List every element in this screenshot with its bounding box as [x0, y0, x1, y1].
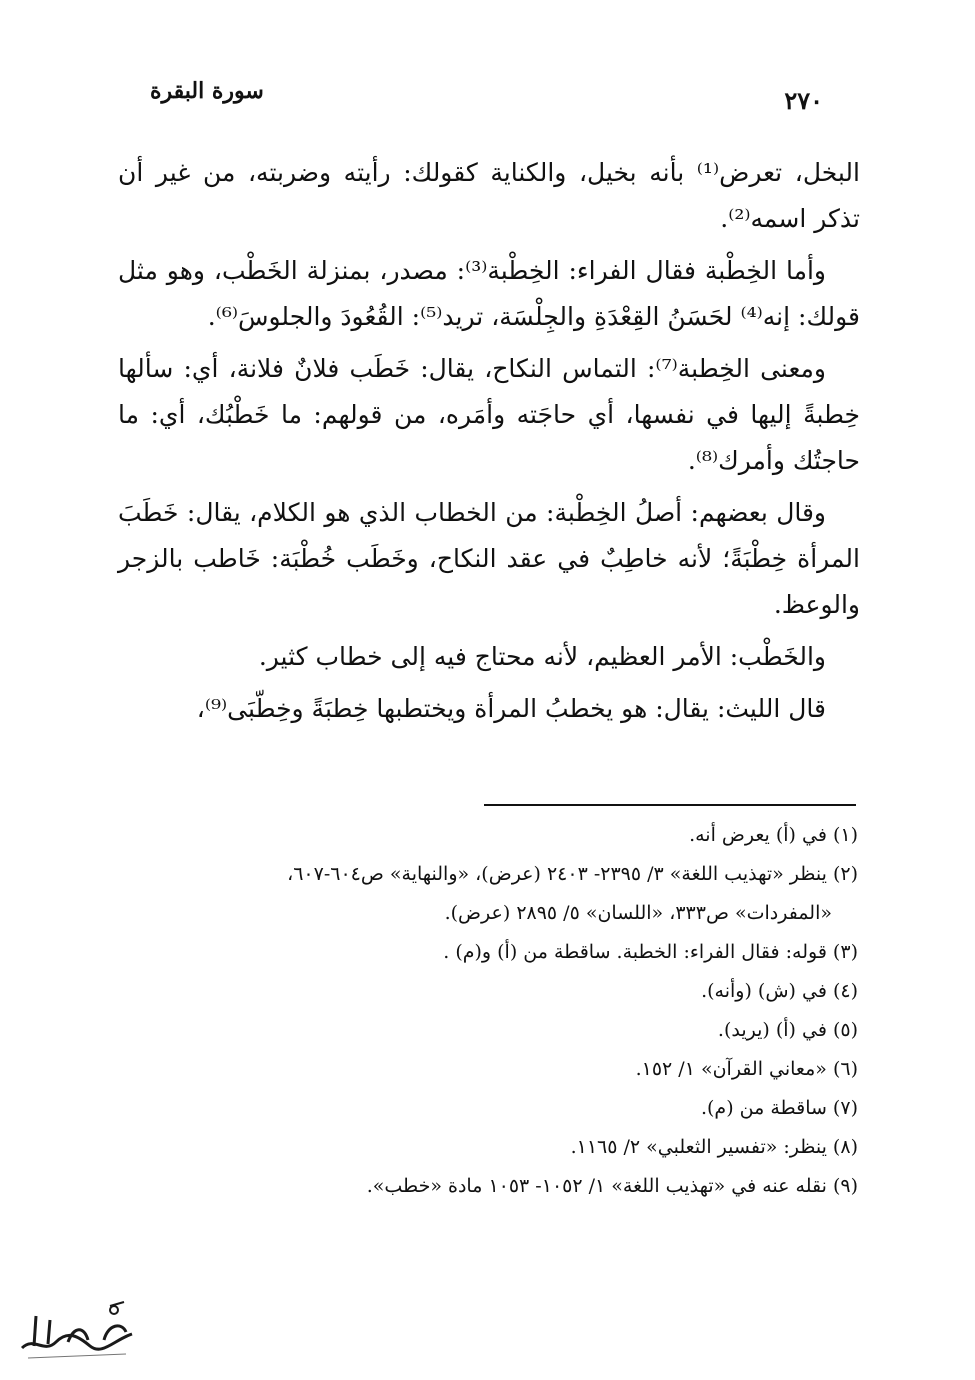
paragraph-2: وأما الخِطْبة فقال الفراء: الخِطْبة⁽³⁾: مصدر، بمنزلة الخَطْب، وهو مثل قولك: إنه⁽⁴⁾ لحَسَنُ القِعْدَةِ والجِلْسَة، تريد⁽⁵⁾: القُعُودَ والجلوسَ⁽⁶⁾. [118, 256, 860, 331]
footnotes [118, 816, 858, 1206]
paragraph-4: وقال بعضهم: أصلُ الخِطْبة: من الخطاب الذي هو الكلام، يقال: خَطَبَ المرأة خِطْبَةً؛ لأنه خاطِبٌ في عقد النكاح، وخَطَب خُطْبَة: خَاطب بالزجر والوعظ. [118, 498, 860, 619]
footnote-1: (١) في (أ) يعرض أنه. [689, 824, 858, 846]
paragraph-5: والخَطْب: الأمر العظيم، لأنه محتاج فيه إلى خطاب كثير. [258, 642, 826, 671]
publisher-logo [14, 1296, 144, 1366]
running-title: سورة البقرة [150, 78, 264, 104]
footnote-4: (٤) في (ش) (وأنه). [701, 980, 858, 1002]
footnote-3: (٣) قوله: فقال الفراء: الخطبة. ساقطة من (أ) و(م) . [443, 941, 858, 963]
footnote-7: (٧) ساقطة من (م). [700, 1097, 858, 1119]
paragraph-3: ومعنى الخِطبة⁽⁷⁾: التماس النكاح، يقال: خَطَب فلانٌ فلانة، أي: سألها خِطبةً إليها في نفسها، أي حاجَته وأمَره، من قولهم: ما خَطْبُك، أي: ما حاجتُك وأمرك⁽⁸⁾. [118, 354, 860, 475]
paragraph-6: قال الليث: يقال: هو يخطبُ المرأة ويختطبها خِطبَةً وخِطّبَى⁽⁹⁾، [196, 694, 826, 723]
footnote-2: (٢) ينظر «تهذيب اللغة» ٣/ ٢٣٩٥- ٢٤٠٣ (عرض)، «والنهاية» ص٦٠٤-٦٠٧، [287, 863, 858, 885]
footnote-6: (٦) «معاني القرآن» ١/ ١٥٢. [635, 1058, 858, 1080]
paragraph-1: البخل، تعرض⁽¹⁾ بأنه بخيل، والكناية كقولك: رأيته وضربته، من غير أن تذكر اسمه⁽²⁾. [118, 158, 860, 233]
footnote-2-continued: «المفردات» ص٣٣٣، «اللسان» ٥/ ٢٨٩٥ (عرض). [444, 902, 832, 924]
footnote-separator [484, 804, 856, 806]
footnote-5: (٥) في (أ) (يريد). [717, 1019, 858, 1041]
footnote-8: (٨) ينظر: «تفسير الثعلبي» ٢/ ١١٦٥. [570, 1136, 858, 1158]
footnote-9: (٩) نقله عنه في «تهذيب اللغة» ١/ ١٠٥٢- ١٠٥٣ مادة «خطب». [366, 1175, 858, 1197]
page-number: ٢٧٠ [784, 86, 823, 115]
main-text [118, 150, 860, 738]
